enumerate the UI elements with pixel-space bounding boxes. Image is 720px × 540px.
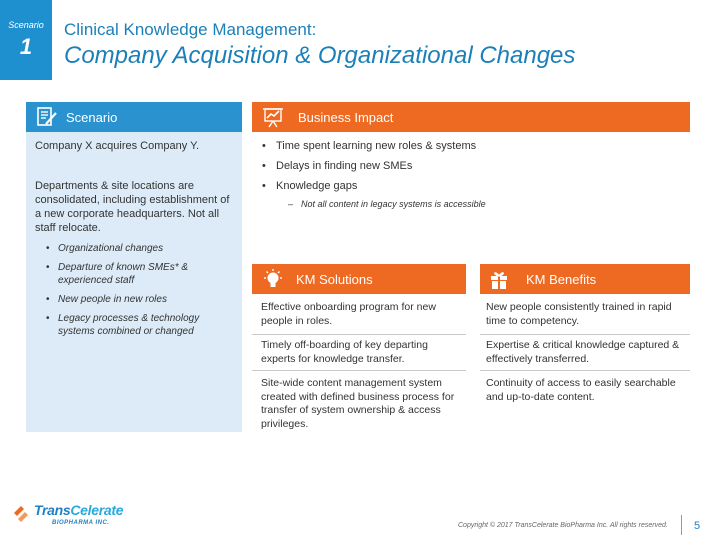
scenario-tab bbox=[0, 0, 52, 80]
list-item: • Legacy processes & technology systems combined or changed bbox=[44, 312, 234, 338]
footer-divider bbox=[681, 515, 682, 535]
page-number: 5 bbox=[694, 520, 701, 532]
page-title-line1: Clinical Knowledge Management: bbox=[64, 20, 317, 39]
document-edit-icon bbox=[36, 106, 58, 128]
km-benefit-row-2: Expertise & critical knowledge captured & effectively transferred. bbox=[486, 339, 680, 365]
row-divider bbox=[480, 370, 690, 371]
list-item: • Time spent learning new roles & systems bbox=[262, 139, 682, 153]
business-impact-header bbox=[252, 102, 690, 132]
list-item: • Departure of known SMEs* & experienced staff bbox=[44, 261, 234, 287]
scenario-number: 1 bbox=[19, 34, 33, 59]
logo-subtitle: BIOPHARMA INC. bbox=[52, 520, 110, 526]
page-title-line2: Company Acquisition & Organizational Changes bbox=[64, 42, 576, 69]
scenario-bullet-list bbox=[44, 242, 234, 344]
scenario-paragraph-2: Departments & site locations are consolidated, including establishment of a new corporate headquarters. Not all staff relocate. bbox=[35, 180, 230, 234]
km-solution-row-2: Timely off-boarding of key departing experts for knowledge transfer. bbox=[261, 339, 428, 365]
business-impact-header-label: Business Impact bbox=[298, 109, 394, 125]
lightbulb-icon bbox=[262, 268, 284, 290]
scenario-header bbox=[26, 102, 242, 132]
km-benefit-row-3: Continuity of access to easily searchable and up-to-date content. bbox=[486, 377, 676, 403]
dash-glyph: – bbox=[288, 199, 294, 209]
row-divider bbox=[252, 370, 466, 371]
km-benefits-header bbox=[480, 264, 690, 294]
km-solutions-header-label: KM Solutions bbox=[296, 271, 373, 287]
scenario-tab-label: Scenario bbox=[8, 20, 44, 30]
sub-bullet-text: Not all content in legacy systems is accessible bbox=[301, 199, 486, 209]
copyright-notice: Copyright © 2017 TransCelerate BioPharma Inc. All rights reserved. bbox=[458, 522, 668, 529]
km-solutions-header bbox=[252, 264, 466, 294]
gift-icon bbox=[488, 268, 510, 290]
logo-mark-icon bbox=[12, 504, 32, 522]
business-impact-list bbox=[262, 139, 682, 199]
logo-part-2: Celerate bbox=[70, 502, 124, 518]
logo-part-1: Trans bbox=[34, 502, 71, 518]
list-item: • Organizational changes bbox=[44, 242, 234, 255]
list-item: • Delays in finding new SMEs bbox=[262, 159, 682, 173]
km-solution-row-3: Site-wide content management system created with defined business process for transfer of system ownership & access privileges. bbox=[261, 377, 455, 430]
row-divider bbox=[252, 334, 466, 335]
chart-presentation-icon bbox=[262, 106, 284, 128]
km-solution-row-1: Effective onboarding program for new people in roles. bbox=[261, 301, 436, 327]
scenario-paragraph-1: Company X acquires Company Y. bbox=[35, 140, 200, 152]
logo-wordmark bbox=[34, 502, 123, 518]
km-benefits-header-label: KM Benefits bbox=[526, 271, 597, 287]
km-benefit-row-1: New people consistently trained in rapid time to competency. bbox=[486, 301, 672, 327]
row-divider bbox=[480, 334, 690, 335]
list-item: • Knowledge gaps bbox=[262, 179, 682, 193]
business-impact-sub-bullet bbox=[288, 199, 486, 209]
list-item: • New people in new roles bbox=[44, 293, 234, 306]
scenario-header-label: Scenario bbox=[66, 109, 118, 125]
